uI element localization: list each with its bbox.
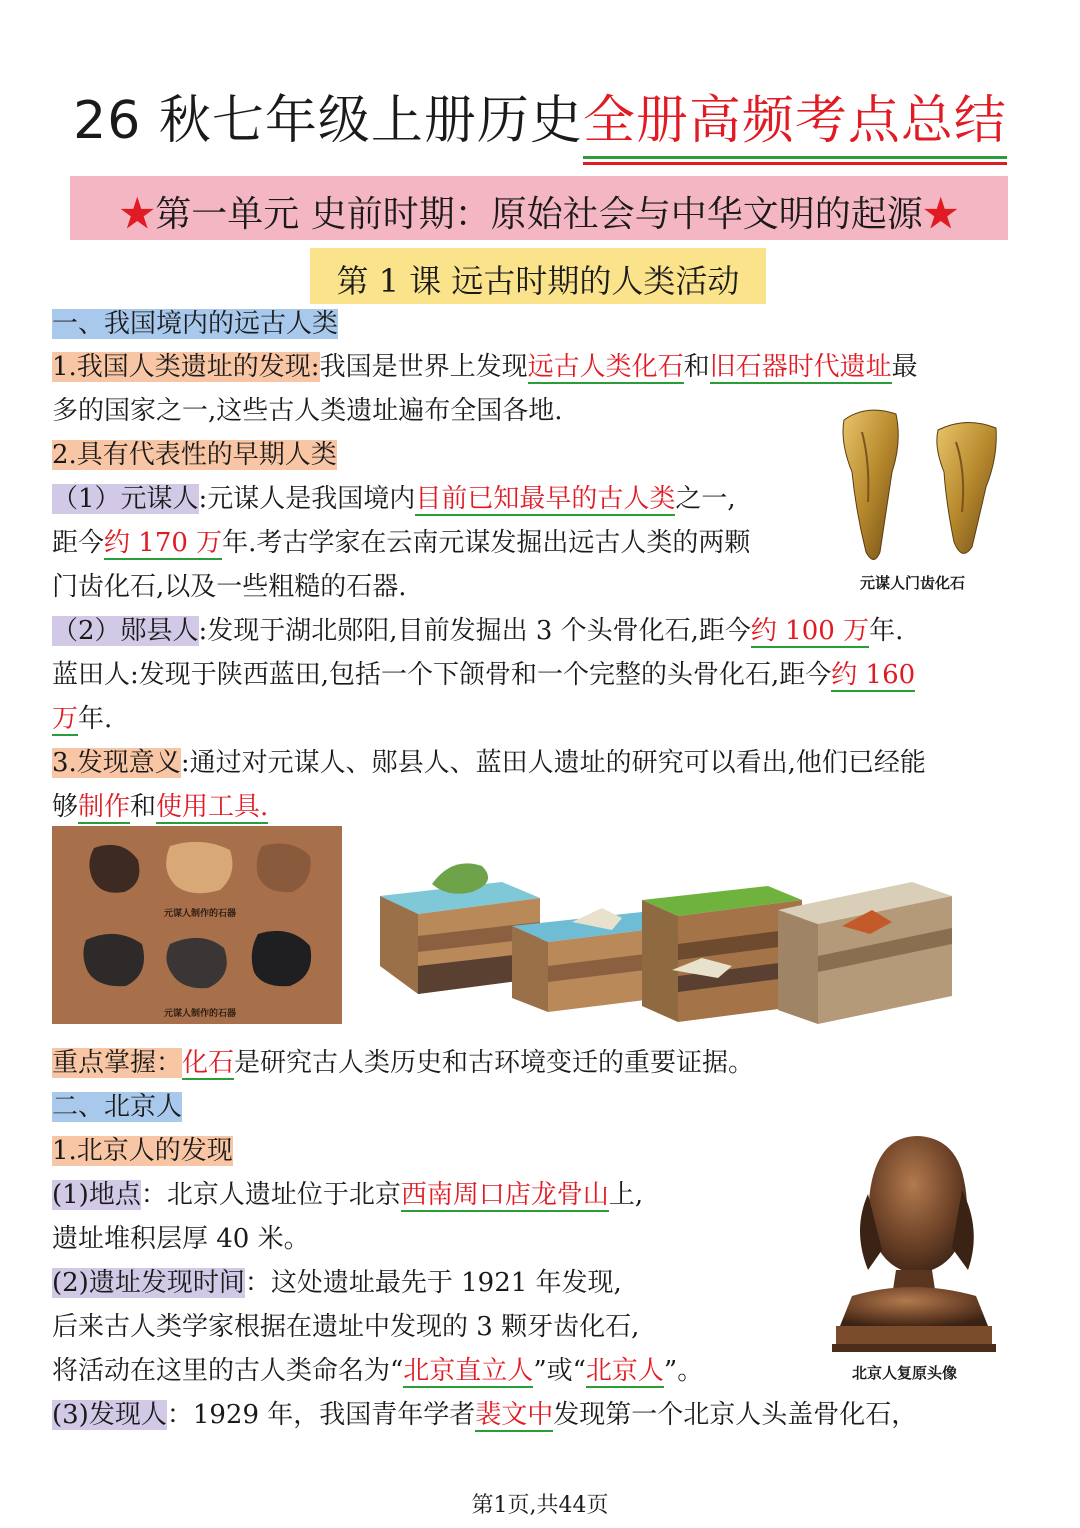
keyword: 万	[52, 704, 79, 734]
title-main: 26 秋七年级上册历史	[73, 91, 583, 151]
paragraph	[52, 788, 268, 826]
sub-label: （1）元谋人	[52, 484, 199, 514]
keyword: 北京直立人	[403, 1356, 534, 1386]
paragraph	[52, 524, 750, 562]
text: ”。	[663, 1356, 704, 1386]
unit-title	[70, 186, 1008, 237]
paragraph	[52, 744, 926, 782]
section-heading-1: 一、我国境内的远古人类	[52, 309, 339, 339]
text: ：这处遗址最先于 1921 年发现,	[244, 1268, 622, 1298]
keyword: 裴文中	[475, 1400, 554, 1430]
paragraph	[52, 1396, 917, 1434]
keyword: 西南周口店龙骨山	[400, 1180, 609, 1210]
sub-label: (1)地点	[52, 1180, 141, 1210]
text: 蓝田人:发现于陕西蓝田,包括一个下颌骨和一个完整的头骨化石,距今	[52, 660, 832, 690]
paragraph	[52, 1132, 233, 1170]
unit-title-text: 第一单元 史前时期：原始社会与中华文明的起源	[155, 194, 923, 235]
image-caption: 元谋人制作的石器	[164, 909, 237, 919]
paragraph-line: 后来古人类学家根据在遗址中发现的 3 颗牙齿化石,	[52, 1312, 640, 1342]
paragraph	[52, 1044, 754, 1082]
paragraph	[52, 436, 337, 474]
sub-label: (2)遗址发现时间	[52, 1268, 245, 1298]
fossil-formation-illustration	[372, 826, 1028, 1026]
point-label: 3.发现意义	[52, 748, 181, 778]
paragraph	[52, 1176, 643, 1214]
text: ：北京人遗址位于北京	[140, 1180, 401, 1210]
text: 距今	[52, 528, 105, 558]
paragraph	[52, 1264, 622, 1302]
paragraph	[52, 700, 112, 738]
paragraph	[52, 348, 918, 386]
keyword: 约 160	[831, 660, 916, 690]
text: 年.	[78, 704, 113, 734]
text: :元谋人是我国境内	[198, 484, 416, 514]
keyword: 约 170 万	[104, 528, 223, 558]
star-icon: ★	[119, 194, 156, 235]
paragraph-line: 多的国家之一,这些古人类遗址遍布全国各地.	[52, 396, 563, 426]
text: 和	[683, 352, 710, 382]
stone-tools-illustration	[52, 826, 342, 1024]
text: 年.考古学家在云南元谋发掘出远古人类的两颗	[222, 528, 751, 558]
keyword: 旧石器时代遗址	[709, 352, 892, 382]
image-caption: 元谋人门齿化石	[860, 574, 966, 592]
image-caption: 元谋人制作的石器	[164, 1009, 237, 1019]
keyword: 北京人	[585, 1356, 664, 1386]
point-label: 1.我国人类遗址的发现:	[52, 352, 320, 382]
sub-label: (3)发现人	[52, 1400, 167, 1430]
text: 发现第一个北京人头盖骨化石，	[553, 1400, 918, 1430]
text: 我国是世界上发现	[319, 352, 528, 382]
image-caption: 北京人复原头像	[852, 1364, 958, 1382]
keyword: 使用工具.	[156, 792, 269, 822]
section-heading	[52, 1088, 182, 1126]
title-highlight: 全册高频考点总结	[582, 91, 1007, 151]
point-label: 2.具有代表性的早期人类	[52, 440, 337, 470]
section-heading-2: 二、北京人	[52, 1092, 183, 1122]
paragraph	[52, 656, 915, 694]
paragraph	[52, 480, 736, 518]
keyword: 制作	[78, 792, 131, 822]
paragraph	[52, 612, 903, 650]
page-title	[0, 78, 1080, 153]
text: 够	[52, 792, 79, 822]
keyword: 远古人类化石	[527, 352, 684, 382]
peking-man-bust-image	[812, 1120, 1008, 1360]
text: 最	[891, 352, 918, 382]
text: ：1929 年，我国青年学者	[166, 1400, 476, 1430]
text: 年.	[869, 616, 904, 646]
text: 是研究古人类历史和古环境变迁的重要证据。	[234, 1048, 755, 1078]
text: ”或“	[533, 1356, 586, 1386]
keyword: 目前已知最早的古人类	[415, 484, 676, 514]
text: 之一,	[675, 484, 736, 514]
point-label: 重点掌握：	[52, 1048, 183, 1078]
lesson-title: 第 1 课 远古时期的人类活动	[336, 262, 740, 300]
paragraph-line: 门齿化石,以及一些粗糙的石器.	[52, 572, 407, 602]
text: 上,	[608, 1180, 644, 1210]
text: :通过对元谋人、郧县人、蓝田人遗址的研究可以看出,他们已经能	[180, 748, 926, 778]
text: :发现于湖北郧阳,目前发掘出 3 个头骨化石,距今	[198, 616, 751, 646]
paragraph	[52, 1352, 703, 1390]
text: 将活动在这里的古人类命名为“	[52, 1356, 404, 1386]
sub-label: （2）郧县人	[52, 616, 199, 646]
paragraph-line: 遗址堆积层厚 40 米。	[52, 1224, 310, 1254]
text: 和	[130, 792, 157, 822]
keyword: 约 100 万	[750, 616, 870, 646]
page-number: 第1页,共44页	[471, 1493, 609, 1518]
stone-tools-image	[52, 826, 342, 1024]
keyword: 化石	[182, 1048, 235, 1078]
point-label: 1.北京人的发现	[52, 1136, 233, 1166]
star-icon: ★	[922, 194, 959, 235]
section-heading	[52, 305, 338, 343]
